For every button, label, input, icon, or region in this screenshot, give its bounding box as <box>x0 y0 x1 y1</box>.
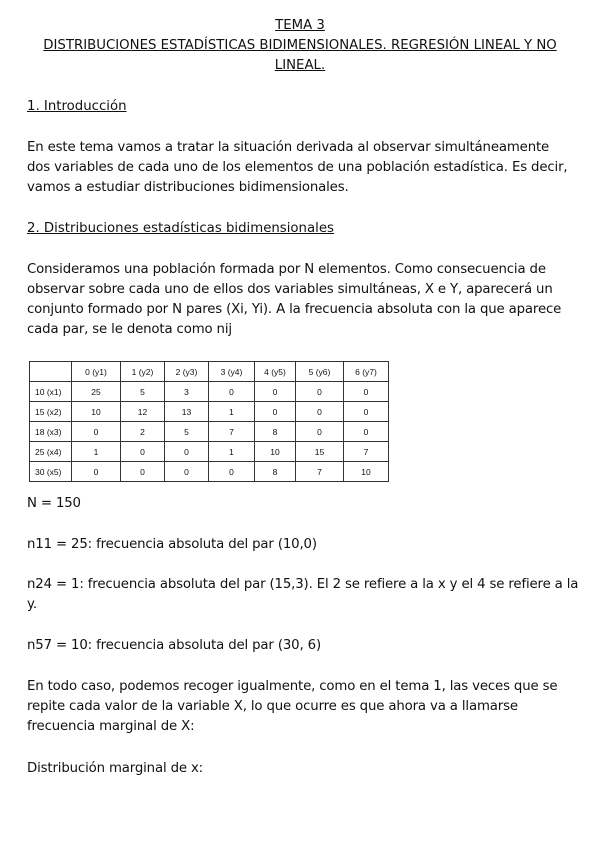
paragraph-line: En este tema vamos a tratar la situación derivada al observar simultáneamente <box>27 140 550 155</box>
marginal-paragraph <box>27 677 575 737</box>
table-row <box>30 442 389 462</box>
table-header-cell: 5 (y6) <box>296 362 344 382</box>
paragraph-line: repite cada valor de la variable X, lo que ocurre es que ahora va a llamarse <box>27 699 518 714</box>
table-cell: 10 <box>255 442 296 462</box>
table-cell: 0 <box>296 402 344 422</box>
paragraph-line: frecuencia marginal de X: <box>27 719 195 734</box>
table-cell: 0 <box>72 462 121 482</box>
table-cell: 0 <box>344 382 389 402</box>
table-cell: 7 <box>209 422 255 442</box>
table-cell: 7 <box>296 462 344 482</box>
table-cell: 0 <box>165 462 209 482</box>
table-cell: 8 <box>255 422 296 442</box>
paragraph-line: Consideramos una población formada por N elementos. Como consecuencia de <box>27 262 546 277</box>
table-cell: 0 <box>255 402 296 422</box>
paragraph-line: dos variables de cada uno de los elementos de una población estadística. Es decir, <box>27 160 568 175</box>
title-line-3: LINEAL. <box>274 58 326 73</box>
table-cell: 15 <box>296 442 344 462</box>
table-cell: 0 <box>296 382 344 402</box>
table-cell: 0 <box>296 422 344 442</box>
n24-definition-line-1: n24 = 1: frecuencia absoluta del par (15,3). El 2 se refiere a la x y el 4 se refiere a la <box>27 577 579 592</box>
table-cell: 7 <box>344 442 389 462</box>
table-cell: 0 <box>344 422 389 442</box>
table-cell: 5 <box>121 382 165 402</box>
table-cell: 0 <box>255 382 296 402</box>
table-row <box>30 402 389 422</box>
table-row <box>30 462 389 482</box>
paragraph-line: observar sobre cada uno de ellos dos variables simultáneas, X e Y, aparecerá un <box>27 282 553 297</box>
table-cell: 8 <box>255 462 296 482</box>
table-header-row <box>30 362 389 382</box>
table-header-cell: 0 (y1) <box>72 362 121 382</box>
table-cell: 0 <box>165 442 209 462</box>
table-cell: 10 <box>72 402 121 422</box>
table-header-cell: 6 (y7) <box>344 362 389 382</box>
table-corner-cell <box>30 362 72 382</box>
table-row-header: 25 (x4) <box>30 442 72 462</box>
intro-paragraph <box>27 138 575 198</box>
table-row-header: 15 (x2) <box>30 402 72 422</box>
paragraph-line: cada par, se le denota como nij <box>27 322 232 337</box>
n57-definition: n57 = 10: frecuencia absoluta del par (30, 6) <box>27 638 321 653</box>
table-cell: 0 <box>209 462 255 482</box>
paragraph-line: vamos a estudiar distribuciones bidimensionales. <box>27 180 349 195</box>
table-row <box>30 422 389 442</box>
bidimensional-heading: 2. Distribuciones estadísticas bidimensionales <box>27 221 334 236</box>
table-cell: 0 <box>121 442 165 462</box>
intro-heading: 1. Introducción <box>27 99 127 114</box>
table-row-header: 10 (x1) <box>30 382 72 402</box>
paragraph-line: En todo caso, podemos recoger igualmente, como en el tema 1, las veces que se <box>27 679 558 694</box>
table-cell: 0 <box>72 422 121 442</box>
table-cell: 0 <box>209 382 255 402</box>
table-cell: 1 <box>209 402 255 422</box>
n11-definition: n11 = 25: frecuencia absoluta del par (10,0) <box>27 537 317 552</box>
table-header-cell: 2 (y3) <box>165 362 209 382</box>
marginal-x-label: Distribución marginal de x: <box>27 761 204 776</box>
table-header-cell: 1 (y2) <box>121 362 165 382</box>
table-cell: 25 <box>72 382 121 402</box>
table-row <box>30 382 389 402</box>
table-cell: 13 <box>165 402 209 422</box>
frequency-table <box>29 361 389 482</box>
table-cell: 12 <box>121 402 165 422</box>
table-cell: 1 <box>209 442 255 462</box>
bidimensional-paragraph <box>27 260 575 340</box>
table-cell: 3 <box>165 382 209 402</box>
title-line-1: TEMA 3 <box>275 18 325 33</box>
table-cell: 1 <box>72 442 121 462</box>
table-row-header: 30 (x5) <box>30 462 72 482</box>
n-total: N = 150 <box>27 496 81 511</box>
table-row-header: 18 (x3) <box>30 422 72 442</box>
table-cell: 10 <box>344 462 389 482</box>
document-title <box>30 16 570 76</box>
paragraph-line: conjunto formado por N pares (Xi, Yi). A la frecuencia absoluta con la que aparece <box>27 302 562 317</box>
table-cell: 0 <box>121 462 165 482</box>
table-cell: 0 <box>344 402 389 422</box>
table-header-cell: 4 (y5) <box>255 362 296 382</box>
n24-definition-line-2: y. <box>27 597 37 612</box>
table-cell: 2 <box>121 422 165 442</box>
title-line-2: DISTRIBUCIONES ESTADÍSTICAS BIDIMENSIONALES. REGRESIÓN LINEAL Y NO <box>43 38 557 53</box>
table-cell: 5 <box>165 422 209 442</box>
table-header-cell: 3 (y4) <box>209 362 255 382</box>
